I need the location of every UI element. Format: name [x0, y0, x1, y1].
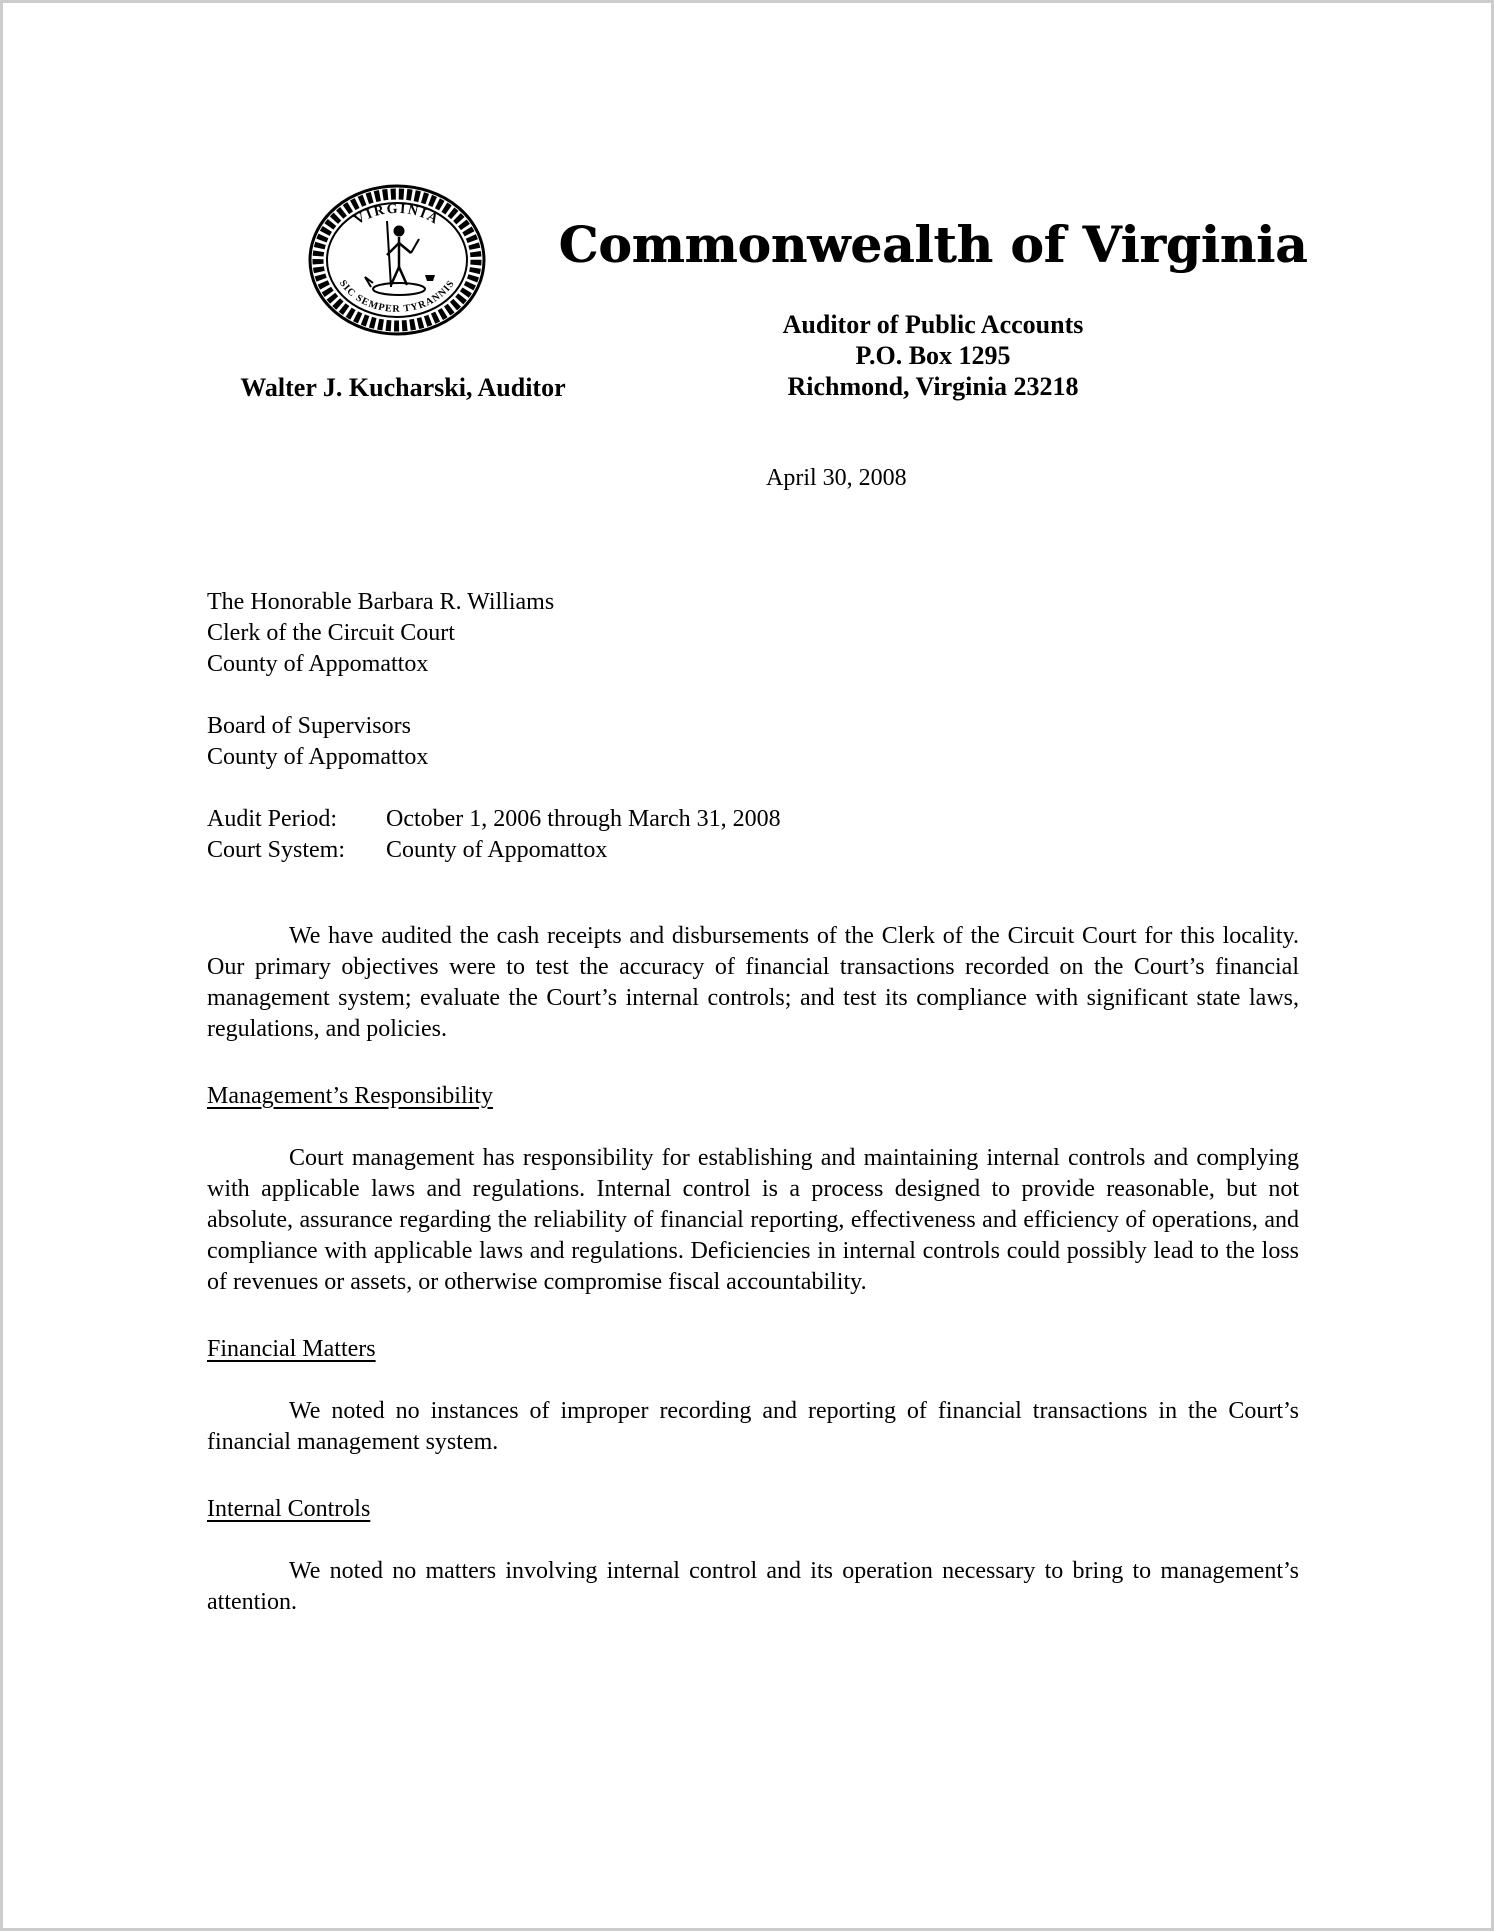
auditor-name: Walter J. Kucharski, Auditor	[240, 373, 566, 402]
letterhead-title: Commonwealth of Virginia	[558, 215, 1308, 274]
address-block	[207, 587, 1299, 866]
section-heading-internal-controls: Internal Controls	[207, 1496, 371, 1522]
seal-top-text: VIRGINIA	[351, 201, 443, 229]
spacer	[207, 773, 1299, 804]
court-system-value: County of Appomattox	[386, 837, 608, 863]
court-system-row	[207, 835, 1299, 866]
recipient-name: The Honorable Barbara R. Williams	[207, 589, 555, 615]
audit-period-row	[207, 804, 1299, 835]
intro-paragraph: We have audited the cash receipts and disbursements of the Clerk of the Circuit Court for this locality. Our primary objectives were to test the accuracy of financial transactions recorded on the Court’s financial management system; evaluate the Court’s internal controls; and test its compliance with significant state laws, regulations, and policies.	[207, 923, 1299, 1042]
audit-period-label: Audit Period:	[207, 806, 337, 832]
letter-body	[207, 921, 1299, 1618]
recipient-title: Clerk of the Circuit Court	[207, 620, 455, 646]
recipient-locality: County of Appomattox	[207, 651, 429, 677]
internal-controls-paragraph: We noted no matters involving internal control and its operation necessary to bring to management’s attention.	[207, 1558, 1299, 1615]
office-po-box: P.O. Box 1295	[855, 341, 1011, 370]
seal-bottom-text: SIC SEMPER TYRANNIS	[336, 278, 458, 315]
recipient2-locality: County of Appomattox	[207, 744, 429, 770]
letter-date: April 30, 2008	[766, 465, 907, 491]
court-system-label: Court System:	[207, 837, 346, 863]
section-heading-financial-matters: Financial Matters	[207, 1336, 376, 1362]
office-name: Auditor of Public Accounts	[782, 310, 1084, 339]
financial-matters-paragraph: We noted no instances of improper recording and reporting of financial transactions in the Court’s financial management system.	[207, 1398, 1299, 1455]
spacer	[207, 680, 1299, 711]
audit-period-value: October 1, 2006 through March 31, 2008	[386, 806, 781, 832]
office-city-state-zip: Richmond, Virginia 23218	[787, 372, 1079, 401]
section-heading-managements-responsibility: Management’s Responsibility	[207, 1083, 493, 1109]
managements-responsibility-paragraph: Court management has responsibility for establishing and maintaining internal controls and complying with applicable laws and regulations. Internal control is a process designed to provide reasonable, but not absolute, assurance regarding the reliability of financial reporting, effectiveness and efficiency of operations, and compliance with applicable laws and regulations. Deficiencies in internal controls could possibly lead to the loss of revenues or assets, or otherwise compromise fiscal accountability.	[207, 1145, 1299, 1295]
recipient2-name: Board of Supervisors	[207, 713, 411, 739]
